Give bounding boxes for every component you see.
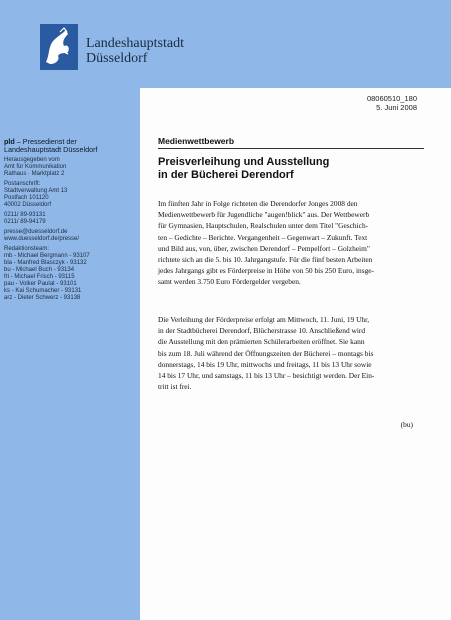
sidebar-postal-line: 40002 Düsseldorf (4, 202, 52, 208)
paragraph-line: bis zum 18. Juli während der Öffnungszeiten der Bücherei – montags bis (158, 348, 374, 358)
document-meta (367, 94, 417, 112)
sidebar-title (4, 138, 138, 154)
article-headline-line: in der Bücherei Derendorf (158, 169, 294, 181)
sidebar-editors-heading: Redaktionsteam: (4, 246, 50, 252)
article-rubric: Medienwettbewerb (158, 136, 235, 146)
sidebar-editor: bu - Michael Buch - 93134 (4, 267, 75, 273)
sidebar-postal-line: Postfach 101120 (4, 195, 49, 201)
sidebar-phone: 0211/ 89-93131 (4, 212, 46, 218)
paragraph-line: 14 bis 17 Uhr, und samstags, 11 bis 13 Uhr – besichtigt werden. Der Ein- (158, 371, 375, 381)
paragraph-line: jedes Jahrgangs gibt es Förderpreise in Höhe von 50 bis 250 Euro, insge- (158, 266, 375, 276)
sidebar-email-link[interactable]: presse@duesseldorf.de (4, 229, 68, 235)
sidebar-publisher-line: Amt für Kommunikation (4, 164, 67, 170)
sidebar-editor: ks - Kai Schumacher - 93131 (4, 288, 82, 294)
sidebar-website-link[interactable]: www.duesseldorf.de/presse/ (4, 236, 80, 242)
document-date: 5. Juni 2008 (376, 103, 417, 112)
sidebar-publisher-line: Rathaus · Marktplatz 2 (4, 171, 65, 177)
sidebar-editors (4, 246, 138, 302)
city-name (86, 36, 184, 66)
sidebar-postal-line: Postanschrift: (4, 181, 41, 187)
sidebar-editor: arz - Dieter Schwerz - 93138 (4, 295, 81, 301)
sidebar-editor: fri - Michael Frisch - 93115 (4, 274, 75, 280)
paragraph-line: donnerstags, 14 bis 19 Uhr, mittwochs und freitags, 11 bis 13 Uhr sowie (158, 359, 372, 369)
article-paragraph-1 (158, 198, 418, 288)
paragraph-line: tritt ist frei. (158, 382, 192, 392)
sidebar-publisher-line: Herausgegeben vom (4, 157, 60, 163)
paragraph-line: samt werden 3.750 Euro Fördergelder vergeben. (158, 277, 301, 287)
article-headline-line: Preisverleihung und Ausstellung (158, 156, 330, 168)
document-number: 08060510_180 (366, 94, 417, 103)
paragraph-line: richtete sich an die 5. bis 10. Jahrgangstufe. Für die fünf besten Arbeiten (158, 255, 373, 265)
paragraph-line: in der Stadtbücherei Derendorf, Blücherstrasse 10. Anschließend wird (158, 326, 366, 336)
article-paragraph-2 (158, 314, 418, 392)
paragraph-line: Medienwettbewerb für Jugendliche "augen!blick" aus. Der Wettbewerb (158, 210, 370, 220)
city-name-line2: Düsseldorf (86, 51, 148, 66)
author-signature: (bu) (400, 420, 413, 429)
sidebar-editor: mb - Michael Bergmann - 93107 (4, 253, 90, 259)
paragraph-line: für Gymnasien, Hauptschulen, Realschulen unter dem Titel "Geschich- (158, 221, 369, 231)
paragraph-line: und Bild aus, von, über, zwischen Derendorf – Pempelfort – Golzheim" (158, 243, 370, 253)
paragraph-line: Die Verleihung der Förderpreise erfolgt am Mittwoch, 11. Juni, 19 Uhr, (158, 315, 370, 324)
sidebar-title-rest: – Pressedienst der (14, 137, 77, 146)
city-coat-of-arms-icon (40, 24, 78, 70)
sidebar-title-line2: Landeshauptstadt Düsseldorf (4, 145, 98, 154)
sidebar-web (4, 229, 138, 243)
city-name-line1: Landeshauptstadt (86, 36, 184, 51)
sidebar-editor: bla - Manfred Blasczyk - 93132 (4, 260, 87, 266)
sidebar-fax: 0211/ 89-94179 (4, 219, 46, 225)
sidebar-title-abbrev: pld (4, 137, 15, 146)
sidebar-postal (4, 181, 138, 209)
paragraph-line: ten – Gedichte – Berichte. Vergangenheit – Gegenwart – Zukunft. Text (158, 232, 368, 242)
sidebar-postal-line: Stadtverwaltung Amt 13 (4, 188, 68, 194)
rubric-divider (158, 148, 424, 149)
paragraph-line: die Ausstellung mit den prämierten Schülerarbeiten eröffnet. Sie kann (158, 337, 365, 347)
sidebar-publisher (4, 157, 138, 178)
article-headline (158, 156, 418, 182)
paragraph-line: Im fünften Jahr in Folge richteten die Derendorfer Jonges 2008 den (158, 199, 358, 208)
sidebar-editor: pau - Volker Paulat - 93101 (4, 281, 77, 287)
sidebar-phones (4, 212, 138, 226)
